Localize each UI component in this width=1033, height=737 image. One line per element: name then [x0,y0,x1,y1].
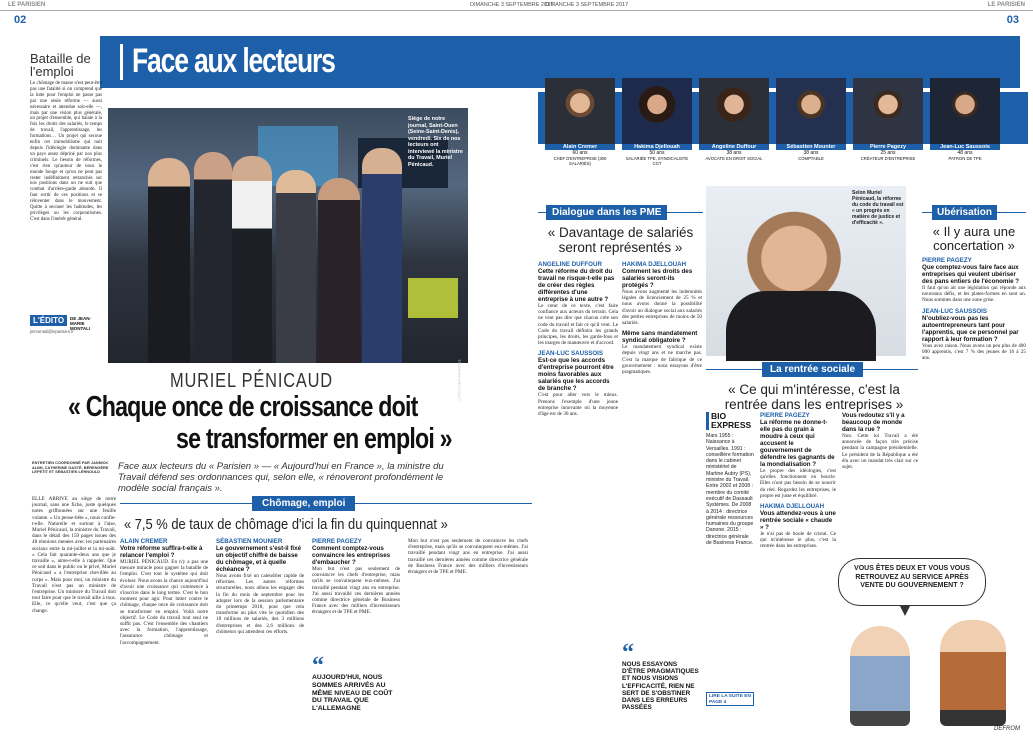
edito-email: jmmontali@leparisien.fr [30,329,74,334]
cartoon-speech-bubble [838,558,986,606]
q3-name: PIERRE PAGEZY [312,538,362,545]
headline-deck: Face aux lecteurs du « Parisien » — « Aujourd'hui en France », la ministre du Travail défend ses ordonnances qui, selon elle, « rénoveront profondément le modèle social français ». [118,461,444,494]
uberisation-quote: « Il y aura une concertation » [932,224,1016,253]
chomage-quote: « 7,5 % de taux de chômage d'ici la fin du quinquennat » [124,516,448,533]
rentree-label: La rentrée sociale [762,362,863,377]
reader-name: Alain Cremer [545,144,615,150]
reader-age: 60 ans [572,150,588,156]
a2-text: Nous avons fixé un calendrier rapide de réformes. Les autres réformes structurelles, nous allons les engager dès la fin du mois de septembre pour les adopter lors de la session parlementaire du printemps 2018, pour que cela transforme au plus vite le quotidien des 18 millions de salariés, des 3 millions d'entreprises et des 2,6 millions de chômeurs qui attendent ces efforts. [216,573,304,635]
dialogue-label: Dialogue dans les PME [546,205,667,220]
dialogue-a1: Le cœur de ce texte, c'est faire confiance aux acteurs du terrain. Cela ne veut pas dire que chacun crée son code du travail et fait ce qu'il veut. Le Code du travail définira les grands principes, les droits, les garde-fous et les marges de manœuvre et d'accord. [538,303,618,347]
bio-text: Mars 1955 : Naissance à Versailles. 1991 : conseillère formation dans le cabinet ministériel de Martine Aubry (PS), ministre du Travail. Entre 2002 et 2008 : membre du comité exécutif de Dassault Systèmes. De 2008 à 2014 : directrice générale ressources humaines du groupe Danone. 2015 : directrice générale de Business France. [706,433,754,547]
brand-right: LE PARISIEN [987,2,1025,8]
edito-label: L'ÉDITO [30,315,67,326]
reader-name: Angeline Duffour [699,144,769,150]
a3-text: Mon but n'est pas seulement de convaincre les chefs d'entreprise, mais qu'ils se convainquent eux-mêmes. J'ai travaillé pendant vingt ans en entreprise. J'ai aussi travaillé ces dernières années comme directrice générale de Business France avec des milliers d'investisseurs étrangers et de TPE et PME. [312,566,400,616]
page-number-right: 03 [1006,14,1019,26]
banner-title: Face aux lecteurs [132,42,335,80]
reader-name: Pierre Pagezy [853,144,923,150]
reader-1 [622,78,692,166]
rentree-a2: Non. Cette loi Travail a été annoncée de façon très précise pendant la campagne présidentielle. Le président de la République a été élu avec un mandat très clair sur ce sujet. [842,433,918,471]
rentree-q1: La réforme ne donne-t-elle pas du grain à moudre à ceux qui accusent le gouvernement de défendre les gagnants de la mondialisation ? [760,419,835,468]
callout-2-text: NOUS ESSAYONS D'ÊTRE PRAGMATIQUES ET NOUS VISIONS L'EFFICACITÉ, RIEN NE SERT DE S'OBSTINER DANS LES ERREURS PASSÉES [622,661,699,712]
chomage-section [120,496,532,731]
uberisation-name-2: JEAN-LUC SAUSSOIS [922,307,987,315]
intro-text: ELLE ARRIVE au siège de notre journal, sans une fiche, juste quelques notes griffonnées sur une feuille volante. « Un pense-bête », nous confie-t-elle. Naturelle et surtout à l'aise, Muriel Pénicaud, la ministre du Travail, dans le détail des 159 pages issues des 48 réunions menées avec les partenaires sociaux entre la mi-juillet et la mi-août. « Cela fait quarante-deux ans que je travaille », aime-t-elle à rappeler. Que ce soit dans le public ou le privé, Muriel Pénicaud « a l'entreprise chevillée au corps ». Mais pour moi, un ministre du Travail n'est pas un ministre de l'entreprise. Un ministre du Travail doit tout faire pour que le travail aille à tous. Elle, ce qu'elle veut, c'est que ça change. [32,496,116,614]
reader-age: 48 ans [957,150,973,156]
reader-name: Jean-Luc Saussois [930,144,1000,150]
editorial-title: Bataille de l'emploi [30,51,91,79]
reader-photo [930,78,1000,144]
callout-cout-travail: “ AUJOURD'HUI, NOUS SOMMES ARRIVÉS AU MÊME NIVEAU DE COÛT DU TRAVAIL QUE L'ALLEMAGNE [312,658,400,713]
cartoon-speech: VOUS ÊTES DEUX ET VOUS VOUS RETROUVEZ AU SERVICE APRÈS VENTE DU GOUVERNEMENT ? [854,565,970,589]
reader-role: PATRON DE TPE [948,156,982,161]
bio-box [706,412,754,546]
callout-pragmatiques: “ NOUS ESSAYONS D'ÊTRE PRAGMATIQUES ET NOUS VISIONS L'EFFICACITÉ, RIEN NE SERT DE S'OBSTINER DANS LES ERREURS PASSÉES [622,645,702,711]
rentree-name-2: HAKIMA DJELLOUAH [760,503,825,511]
editorial-column [30,52,102,352]
bio-label: BIO EXPRESS [706,412,754,430]
continued-box[interactable] [706,692,754,706]
edito-box [30,315,104,345]
photo-credit: LP/OLIVIER ARANDEL [457,359,462,401]
minister-photo-caption: Selon Muriel Pénicaud, la réforme du code du travail est « un progrès en matière de justice et d'efficacité ». [852,190,904,226]
dialogue-a3: C'est pour aller vers le mieux. Prenons l'exemple d'une jeune entreprise innovante où la moyenne d'âge est de 30 ans. [538,392,618,418]
headline-quote-1: « Chaque once de croissance doit [68,391,418,423]
reader-2 [699,78,769,161]
chomage-col4: Mon but n'est pas seulement de convaincre les chefs d'entreprise, mais qu'ils se convainquent eux-mêmes. J'ai travaillé pendant vingt ans en entreprise. J'ai aussi travaillé ces dernières années comme directrice générale de Business France avec des milliers d'investisseurs étrangers et de TPE et PME. [408,538,528,576]
q2-text: Le gouvernement s'est-il fixé un objectif chiffré de baisse du chômage, et à quelle échéance ? [216,545,302,573]
reader-age: 38 ans [803,150,819,156]
date-left: DIMANCHE 3 SEPTEMBRE 2017 [470,2,554,8]
reader-role: CRÉATEUR D'ENTREPRISE [860,156,916,161]
uberisation-section [922,205,1026,555]
rentree-q2: Vous redoutez s'il y a beaucoup de monde dans la rue ? [842,412,905,433]
uberisation-name-1: PIERRE PAGEZY [922,257,972,264]
headline-name: MURIEL PÉNICAUD [170,370,333,392]
callout-1-text: AUJOURD'HUI, NOUS SOMMES ARRIVÉS AU MÊME NIVEAU DE COÛT DU TRAVAIL QUE L'ALLEMAGNE [312,674,393,713]
cartoon-figure-left [850,626,910,726]
dialogue-a4: Le mandatement syndical existe depuis vingt ans et ne marche pas. C'est la marque de fabrique de ce gouvernement : nous essayons d'être pragmatiques. [622,344,702,376]
rentree-quote: « Ce qui m'intéresse, c'est la rentrée dans les entreprises » [724,382,904,412]
dialogue-q1: Cette réforme du droit du travail ne risque-t-elle pas de créer des règles différentes d'une entreprise à une autre ? [538,268,615,303]
reader-photo [776,78,846,144]
rentree-a1: Le propre des idéologies, c'est qu'elles fonctionnent en boucle. Elles n'ont pas besoin de se nourrir du réel. Regardez les entreprises, le propre est juste et équilibré. [760,468,836,499]
dialogue-quote: « Davantage de salariés seront représentés » [547,225,694,255]
a1-text: MURIEL PÉNICAUD. En n'y a pas une mesure miracle pour gagner la bataille de l'emploi. C'est tout le système qui doit évoluer. Nous avons la chance aujourd'hui d'avoir une croissance qui commence à s'inscrire dans le long terme. C'est le bon moment pour agir. Pour lutter contre le chômage, chaque once de croissance doit se transformer en emploi. Voilà notre objectif. Le Code du travail tout seul ne suffit pas. C'est l'ensemble des chantiers avec la formation, l'apprentissage, l'assurance chômage et l'accompagnement. [120,559,208,646]
q1-text: Votre réforme suffira-t-elle à relancer l'emploi ? [120,545,203,559]
headline-quote-2: se transformer en emploi » [176,423,452,455]
uberisation-a2: Vous avez raison. Nous avons un peu plus de 400 000 apprentis, c'est 7 % des jeunes de 16 à 25 ans. [922,342,1026,362]
cartoon-figure-right [940,620,1006,726]
dialogue-q4: Même sans mandatement syndical obligatoire ? [622,330,698,345]
reader-age: 50 ans [649,150,665,156]
reader-role: AVOCATE EN DROIT SOCIAL [705,156,763,161]
dialogue-name-3: JEAN-LUC SAUSSOIS [538,350,603,358]
reader-photo [699,78,769,144]
dialogue-q2: Comment les droits des salariés seront-ils protégés ? [622,268,693,289]
date-right: DIMANCHE 3 SEPTEMBRE 2017 [545,2,629,8]
chomage-label: Chômage, emploi [252,496,355,511]
photo-caption: Siège de notre journal, Saint-Ouen (Seine-Saint-Denis), vendredi. Six de nos lecteurs ont interviewé la ministre du Travail, Muriel Pénicaud. [408,116,463,168]
header-bar [0,0,1033,34]
page-number-left: 02 [14,14,27,26]
reader-role: SALARIÉE TPE, SYNDICALISTE CGT [625,156,689,166]
reader-name: Hakima Djellouah [622,144,692,150]
reader-age: 25 ans [880,150,896,156]
reader-name: Sébastien Mounier [776,144,846,150]
reader-3 [776,78,846,161]
dialogue-q3: Est-ce que les accords d'entreprise pourront être moins favorables aux salariés que les accords de branche ? [538,357,614,393]
cartoon [830,556,1026,734]
continued-text: LIRE LA SUITE EN PAGE 4 [709,694,751,705]
editorial-text: Le chômage de masse n'est peut-être pas une fatalité si on comprend que la lutte pour l'emploi ne passe pas par une seule réforme — aussi nécessaire et attendue soit-elle —, mais par une vision plus générale, un projet d'ensemble, qui balaie à la fois les droits des salariés, le temps de travail, l'apprentissage, les formations… Un projet qui secoue enfin cet immobilisme qui nuit depuis l'idéologie dominante dans un pays assez dépriné par nos plus criminels. Le besoin de réformes, c'est rien qu'autour de nous le monde bouge et qu'on ne peut pas rester indéfiniment retranchés sur nos positions dans un ne suit que combat d'arrière-garde absurde. Il faut sortir de ces positions et se réinventer dans le mouvement. Quitte à secouer les habitudes, les privilèges ou les corporatismes. C'est dans l'intérêt général. [30,81,102,222]
reader-age: 38 ans [726,150,742,156]
edito-author: DE JEAN-MARIE MONTALI [70,316,92,331]
q2-name: SÉBASTIEN MOUNIER [216,538,283,545]
dialogue-a2: Nous avons augmenté les indemnités légales de licenciement de 25 % et nous avons donné la possibilité d'avoir un dialogue social aux salariés des petites entreprises de moins de 50 salariés. [622,289,702,327]
q1-name: ALAIN CREMER [120,538,168,545]
reader-photo [622,78,692,144]
cartoon-signature: DEFROM [994,726,1020,732]
brand-left: LE PARISIEN [8,2,46,8]
interview-credit: ENTRETIEN COORDONNÉ PAR JANNICK ALIMI, CATHERINE GASTÉ, BÉRENGÈRE LEPETIT ET SÉBASTIEN LERNOULD [32,460,109,475]
reader-0 [545,78,615,166]
reader-5 [930,78,1000,161]
reader-photo [853,78,923,144]
reader-role: COMPTABLE [798,156,824,161]
reader-photo [545,78,615,144]
rentree-name-1: PIERRE PAGEZY [760,412,810,419]
q3-text: Comment comptez-vous convaincre les entreprises d'embaucher ? [312,545,391,566]
dialogue-section [538,205,703,733]
uberisation-q1: Que comptez-vous faire face aux entreprises qui veulent ubériser des pans entiers de l'économie ? [922,264,1020,285]
reader-4 [853,78,923,161]
rentree-a3: Je n'ai pas de boule de cristal. Ce qui m'intéresse le plus, c'est la rentrée dans les entreprises. [760,531,836,550]
uberisation-a1: Il faut qu'on ait une législation qui réponde aux nouveaux défis, et les plates-formes en sont un. Nous sommes dans une zone grise. [922,285,1026,304]
dialogue-name-1: ANGELINE DUFFOUR [538,261,602,268]
dialogue-name-2: HAKIMA DJELLOUAH [622,261,687,268]
uberisation-label: Ubérisation [932,205,997,220]
reader-role: CHEF D'ENTREPRISE (300 SALARIÉS) [553,156,607,166]
rentree-q3: Vous attendez-vous à une rentrée sociale « chaude » ? [760,510,836,532]
uberisation-q2: N'oubliez-vous pas les autoentrepreneurs tant pour l'apprentis, que ce personnel par rapport à leur formation ? [922,314,1019,343]
